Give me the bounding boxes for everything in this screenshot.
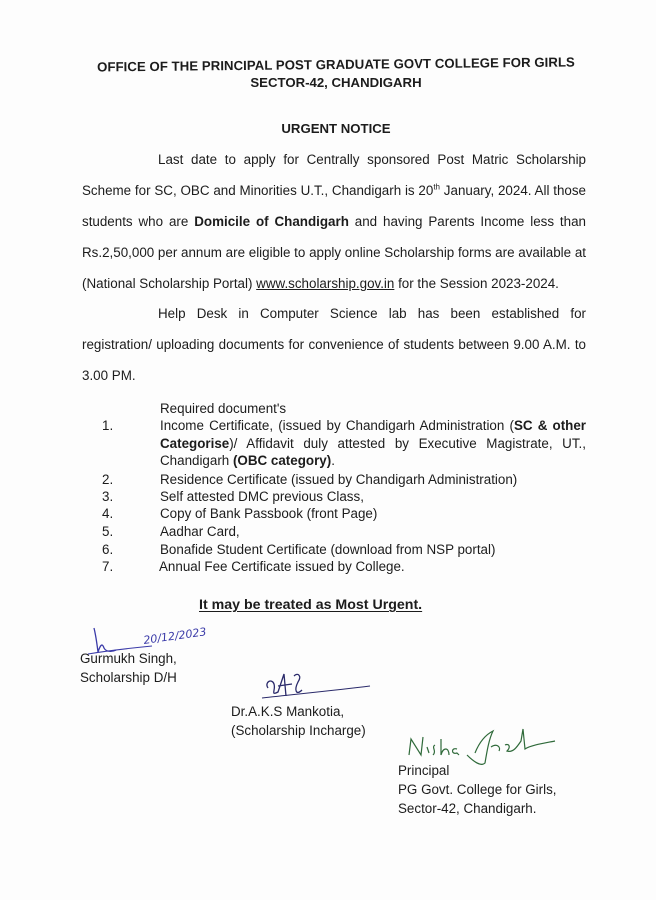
required-documents-label: Required document's bbox=[160, 401, 287, 416]
most-urgent-line: It may be treated as Most Urgent. bbox=[199, 597, 423, 613]
signatory-role: Scholarship D/H bbox=[80, 670, 177, 685]
signatory-role: (Scholarship Incharge) bbox=[231, 723, 366, 738]
list-item: Aadhar Card, bbox=[160, 524, 240, 539]
list-item-number: 2. bbox=[102, 472, 114, 487]
scholarship-portal-link[interactable]: www.scholarship.gov.in bbox=[256, 276, 395, 291]
list-item: Self attested DMC previous Class, bbox=[160, 489, 364, 504]
mankotia-signature-icon bbox=[258, 668, 378, 704]
office-address: SECTOR-42, CHANDIGARH bbox=[250, 75, 422, 90]
office-header: OFFICE OF THE PRINCIPAL POST GRADUATE GOVT COLLEGE FOR GIRLS bbox=[97, 54, 575, 75]
signatory-location: Sector-42, Chandigarh. bbox=[398, 801, 537, 816]
list-item-number: 6. bbox=[102, 542, 114, 557]
domicile-emphasis: Domicile of Chandigarh bbox=[194, 214, 349, 229]
list-item: Annual Fee Certificate issued by College. bbox=[159, 559, 405, 574]
list-item: Copy of Bank Passbook (front Page) bbox=[160, 506, 378, 521]
list-item: Income Certificate, (issued by Chandigarh Administration (SC & other Categorise)/ Affidavit duly attested by Executive Magistrate, UT., Chandigarh (OBC category). bbox=[160, 418, 586, 468]
list-item: Residence Certificate (issued by Chandigarh Administration) bbox=[160, 472, 518, 487]
list-item-number: 4. bbox=[102, 506, 114, 521]
signatory-principal bbox=[398, 761, 557, 818]
list-item-number: 3. bbox=[102, 489, 114, 504]
list-item-number: 5. bbox=[102, 524, 114, 539]
signatory-mankotia bbox=[231, 702, 366, 740]
help-desk-paragraph: Help Desk in Computer Science lab has been established for registration/ uploading documents for convenience of students between 9.00 A.M. to 3.00 PM. bbox=[82, 306, 586, 383]
list-item: Bonafide Student Certificate (download from NSP portal) bbox=[160, 542, 496, 557]
signatory-name: Gurmukh Singh, bbox=[80, 651, 177, 666]
signatory-name: Dr.A.K.S Mankotia, bbox=[231, 704, 345, 719]
notice-title: URGENT NOTICE bbox=[281, 121, 391, 136]
signatory-role: Principal bbox=[398, 763, 450, 778]
svg-text:20/12/2023: 20/12/2023 bbox=[142, 625, 208, 647]
list-item-number: 7. bbox=[102, 559, 114, 574]
signatory-gurmukh bbox=[80, 649, 177, 687]
scholarship-paragraph: Last date to apply for Centrally sponsored Post Matric Scholarship Scheme for SC, OBC and Minorities U.T., Chandigarh is 20th January, 2024. All those students who are Domicile of Chandigarh and having Parents Income less than Rs.2,50,000 per annum are eligible to apply online Scholarship forms are available at (National Scholarship Portal) www.scholarship.gov.in for the Session 2023-2024. bbox=[82, 152, 587, 291]
list-item-number: 1. bbox=[102, 418, 114, 433]
signatory-org: PG Govt. College for Girls, bbox=[398, 782, 557, 797]
